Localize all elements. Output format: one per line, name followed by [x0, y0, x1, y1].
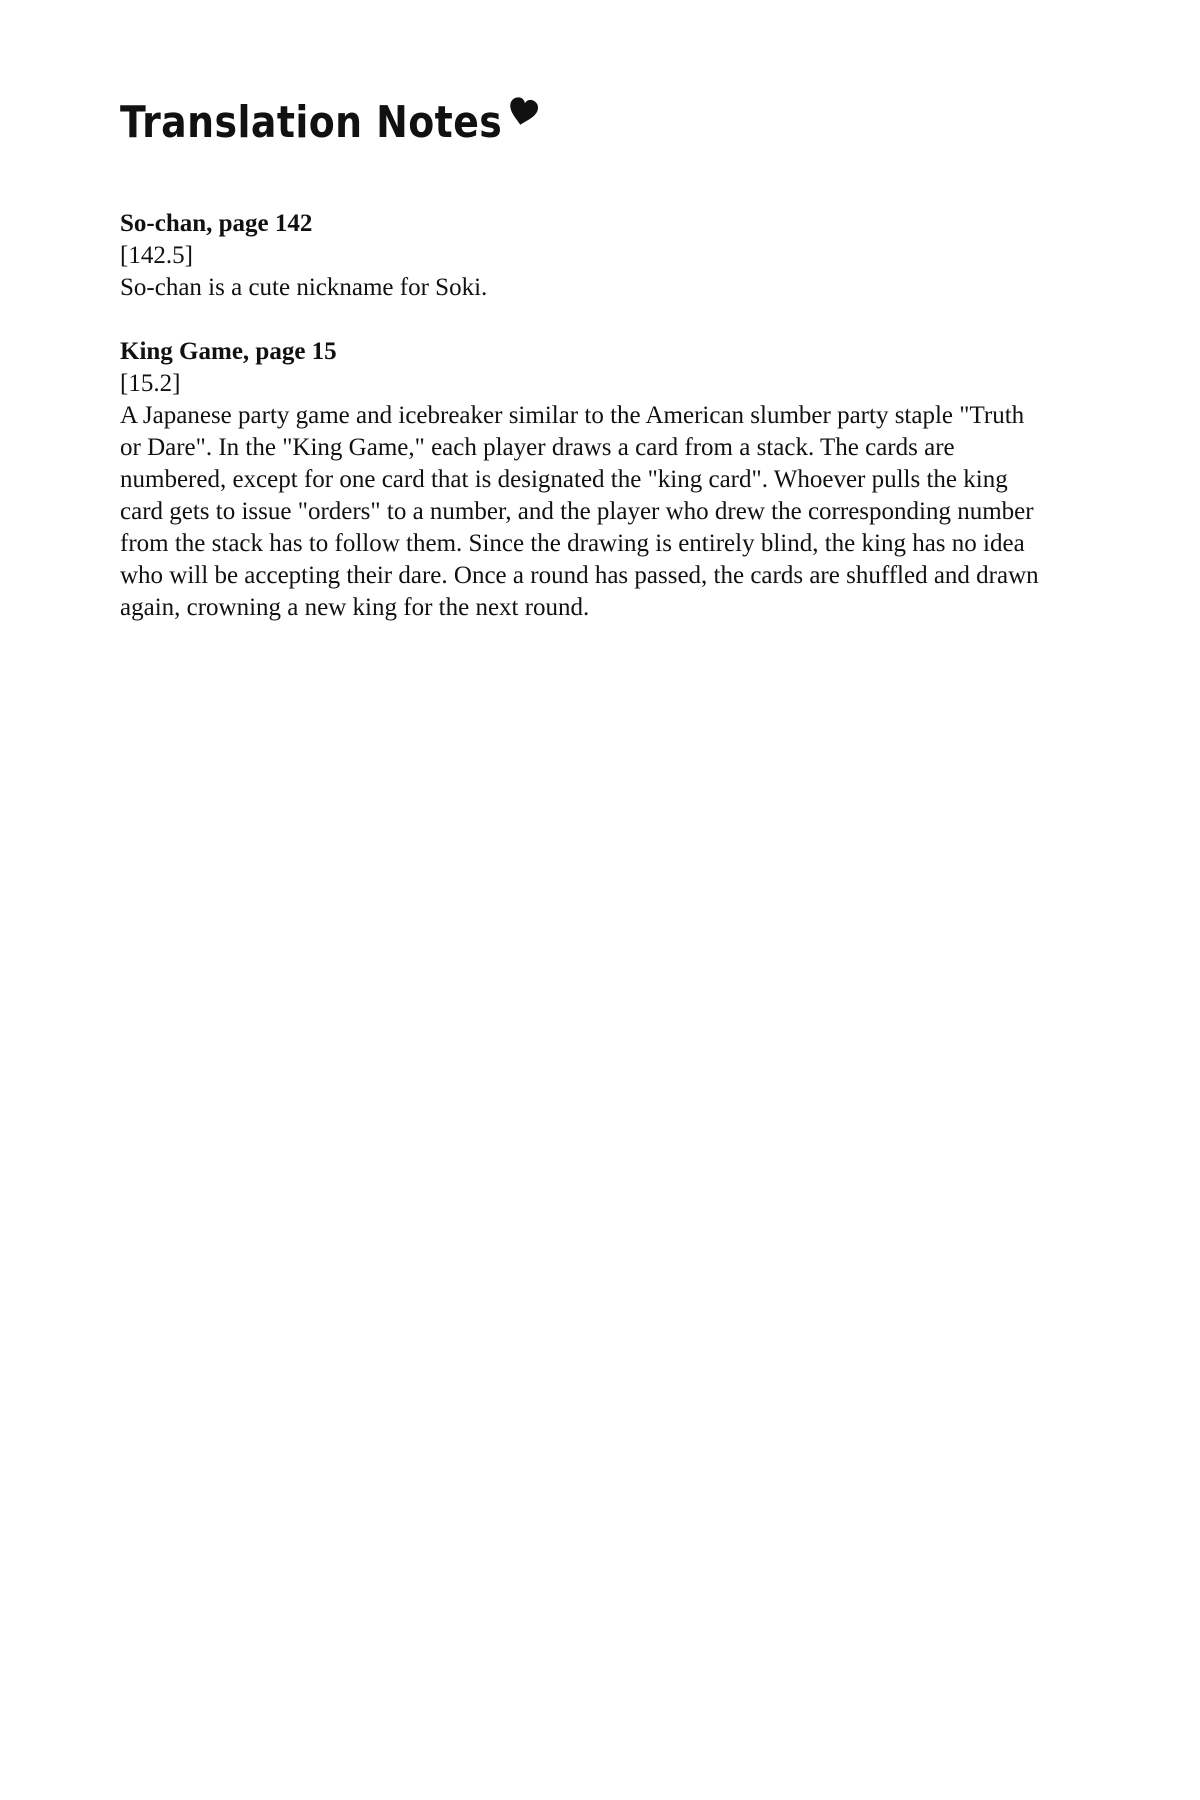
page-title: Translation Notes: [120, 97, 503, 148]
note-item: [120, 208, 1080, 304]
document-page: [120, 90, 1080, 656]
note-item: [120, 336, 1080, 624]
note-heading: King Game, page 15: [120, 338, 337, 365]
note-reference: [142.5]: [120, 242, 193, 269]
note-body: So-chan is a cute nickname for Soki.: [120, 274, 488, 301]
heart-icon: [506, 95, 541, 129]
title-row: [120, 90, 1080, 170]
note-body: A Japanese party game and icebreaker similar to the American slumber party staple "Truth or Dare". In the "King Game," each player draws a card from a stack. The cards are numbered, except for one card that is designated the "king card". Whoever pulls the king card gets to issue "orders" to a number, and the player who drew the corresponding number from the stack has to follow them. Since the drawing is entirely blind, the king has no idea who will be accepting their dare. Once a round has passed, the cards are shuffled and drawn again, crowning a new king for the next round.: [120, 402, 1039, 621]
note-reference: [15.2]: [120, 370, 181, 397]
note-heading: So-chan, page 142: [120, 210, 313, 237]
notes-list: [120, 208, 1080, 624]
